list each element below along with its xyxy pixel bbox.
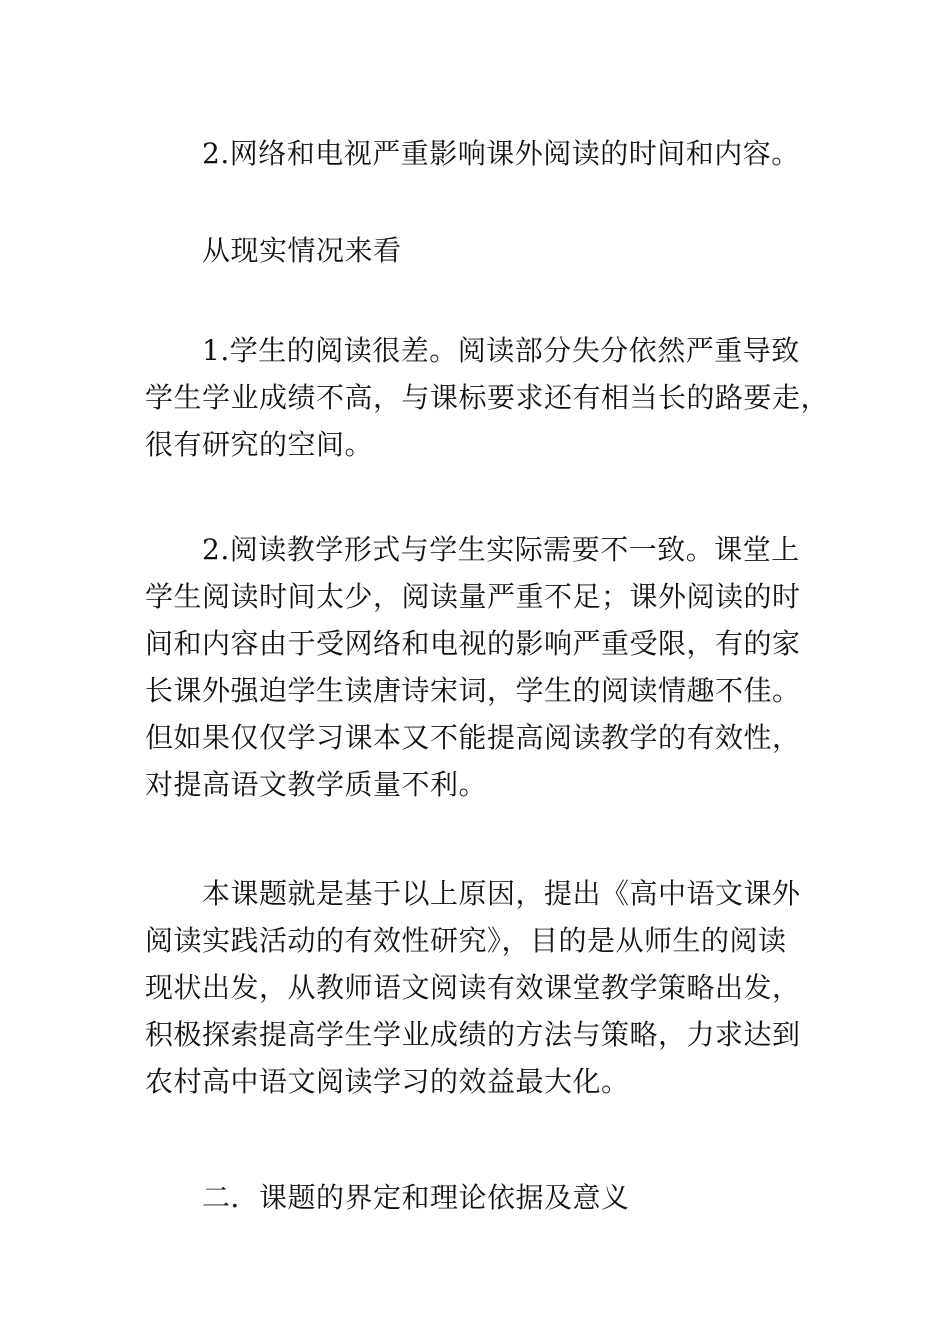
text-line: 1.学生的阅读很差。阅读部分失分依然严重导致 bbox=[202, 334, 800, 367]
text-line: 2.阅读教学形式与学生实际需要不一致。课堂上 bbox=[202, 533, 800, 566]
paragraph-reality-heading bbox=[145, 227, 825, 274]
text-line: 长课外强迫学生读唐诗宋词，学生的阅读情趣不佳。 bbox=[145, 674, 801, 707]
paragraph-network-tv bbox=[145, 130, 825, 177]
text-line: 本课题就是基于以上原因，提出《高中语文课外 bbox=[202, 877, 801, 910]
text-line: 积极探索提高学生学业成绩的方法与策略，力求达到 bbox=[145, 1018, 801, 1051]
paragraph-reading-poor bbox=[145, 327, 830, 468]
text-line: 间和内容由于受网络和电视的影响严重受限，有的家 bbox=[145, 627, 801, 660]
text-line: 现状出发，从教师语文阅读有效课堂教学策略出发， bbox=[145, 971, 801, 1004]
text-line: 但如果仅仅学习课本又不能提高阅读教学的有效性， bbox=[145, 721, 801, 754]
text-line: 学生学业成绩不高，与课标要求还有相当长的路要走， bbox=[145, 381, 830, 414]
text-line: 2.网络和电视严重影响课外阅读的时间和内容。 bbox=[202, 137, 800, 170]
paragraph-research-purpose bbox=[145, 870, 825, 1105]
text-line: 对提高语文教学质量不利。 bbox=[145, 768, 488, 801]
text-line: 阅读实践活动的有效性研究》，目的是从师生的阅读 bbox=[145, 924, 787, 957]
section-heading bbox=[145, 1174, 825, 1221]
text-line: 很有研究的空间。 bbox=[145, 428, 374, 461]
text-line: 从现实情况来看 bbox=[202, 234, 402, 267]
text-line: 二．课题的界定和理论依据及意义 bbox=[202, 1181, 630, 1214]
text-line: 农村高中语文阅读学习的效益最大化。 bbox=[145, 1065, 630, 1098]
text-line: 学生阅读时间太少，阅读量严重不足；课外阅读的时 bbox=[145, 580, 801, 613]
paragraph-teaching-form bbox=[145, 526, 825, 808]
